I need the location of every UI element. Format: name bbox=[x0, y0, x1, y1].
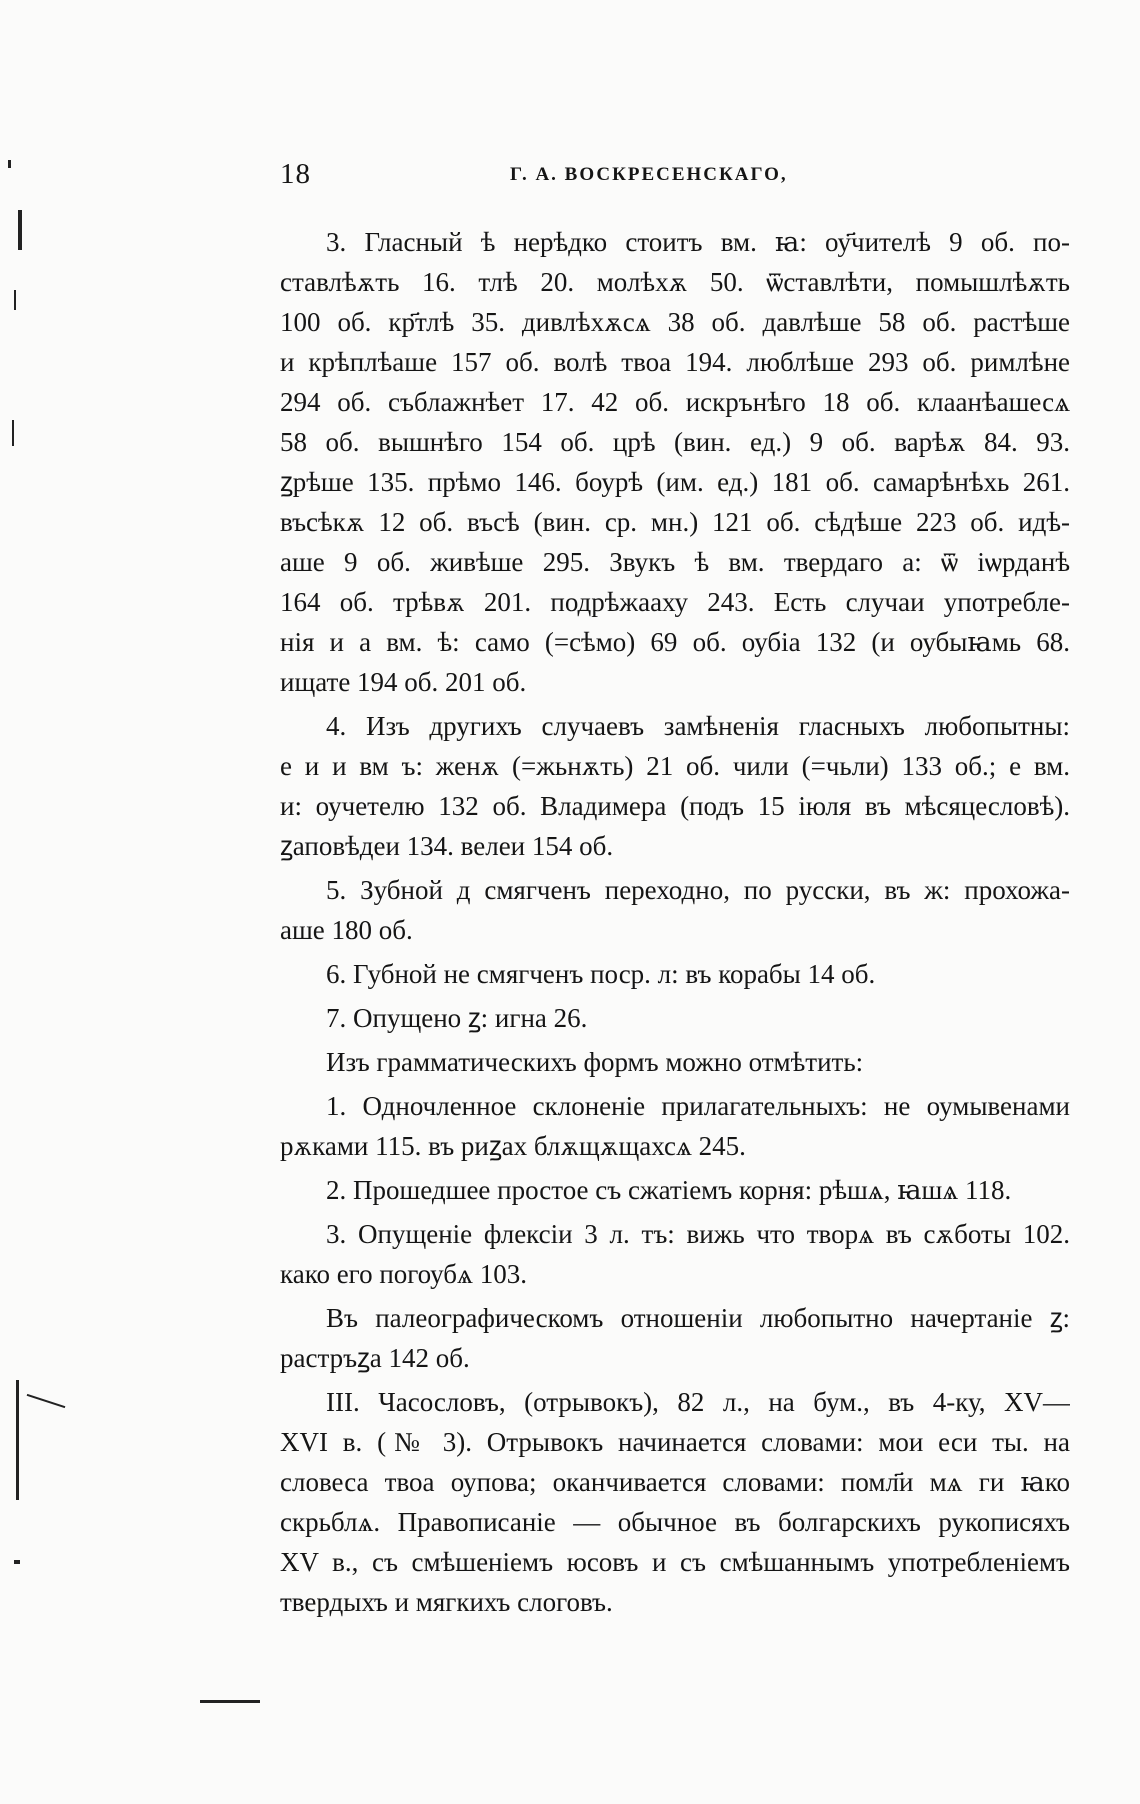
margin-scan-mark bbox=[14, 290, 16, 310]
text-line: 100 об. кр҃тлѣ 35. дивлѣхѫсѧ 38 об. давлѣше 58 об. растѣше bbox=[280, 307, 1070, 337]
text-line: Въ палеографическомъ отношеніи любопытно начертаніе ꙁ: bbox=[326, 1303, 1070, 1333]
paragraph bbox=[280, 1086, 1070, 1166]
running-head: Г. А. ВОСКРЕСЕНСКАГО, bbox=[510, 164, 788, 185]
text-line: скрьблѧ. Правописаніе — обычное въ болгарскихъ рукописяхъ bbox=[280, 1507, 1070, 1537]
text-line: 4. Изъ другихъ случаевъ замѣненія гласныхъ любопытны: bbox=[326, 711, 1070, 741]
margin-scan-mark bbox=[14, 1560, 20, 1564]
text-line: 6. Губной не смягченъ поср. л: въ корабы 14 об. bbox=[326, 959, 876, 989]
text-line: ꙁаповѣдеи 134. велеи 154 об. bbox=[280, 831, 614, 861]
body-text bbox=[280, 222, 1070, 1622]
text-line: аше 180 об. bbox=[280, 915, 413, 945]
text-line: е и и вм ъ: женѫ (=жьнѫть) 21 об. чили (=чьли) 133 об.; е вм. bbox=[280, 751, 1070, 781]
text-line: 1. Одночленное склоненіе прилагательныхъ: не оумывенами bbox=[326, 1091, 1070, 1121]
text-line: 2. Прошедшее простое съ сжатіемъ корня: рѣшѧ, ꙗшѧ 118. bbox=[326, 1175, 1012, 1205]
text-line: растръꙁа 142 об. bbox=[280, 1343, 470, 1373]
text-line: въсѣкѫ 12 об. въсѣ (вин. ср. мн.) 121 об. сѣдѣше 223 об. идѣ- bbox=[280, 507, 1070, 537]
paragraph bbox=[280, 1214, 1070, 1294]
text-line: 294 об. съблажнѣет 17. 42 об. искрънѣго 18 об. клаанѣашесѧ bbox=[280, 387, 1070, 417]
text-line: 58 об. вышнѣго 154 об. црѣ (вин. ед.) 9 об. варѣѫ 84. 93. bbox=[280, 427, 1070, 457]
text-line: ꙁрѣше 135. прѣмо 146. боурѣ (им. ед.) 181 об. самарѣнѣхь 261. bbox=[280, 467, 1070, 497]
text-line: рѫками 115. въ риꙁах блѫщѫщахсѧ 245. bbox=[280, 1131, 746, 1161]
text-line: аше 9 об. живѣше 295. Звукъ ѣ вм. твердаго а: ѿ іѡрданѣ bbox=[280, 547, 1070, 577]
margin-scan-mark bbox=[16, 1380, 19, 1500]
page-header bbox=[280, 158, 1070, 198]
text-line: XV в., съ смѣшеніемъ юсовъ и съ смѣшаннымъ употребленіемъ bbox=[280, 1547, 1070, 1577]
text-line: и крѣплѣаше 157 об. волѣ твоа 194. люблѣше 293 об. римлѣне bbox=[280, 347, 1070, 377]
text-line: словеса твоа оупова; оканчивается словами: помл҃и мѧ ги ꙗко bbox=[280, 1467, 1070, 1497]
paragraph bbox=[280, 1382, 1070, 1622]
margin-scan-mark bbox=[8, 160, 11, 168]
paragraph bbox=[280, 222, 1070, 702]
margin-scan-mark bbox=[12, 420, 14, 446]
margin-scan-mark bbox=[27, 1394, 66, 1408]
text-line: како его погоубѧ 103. bbox=[280, 1259, 527, 1289]
text-line: ставлѣѫть 16. тлѣ 20. молѣхѫ 50. ѿставлѣти, помышлѣѫть bbox=[280, 267, 1070, 297]
paragraph bbox=[280, 1042, 1070, 1082]
margin-scan-mark bbox=[200, 1700, 260, 1703]
text-line: 3. Опущеніе флексіи 3 л. тъ: вижь что творѧ въ сѫботы 102. bbox=[326, 1219, 1070, 1249]
text-line: и: оучетелю 132 об. Владимера (подъ 15 іюля въ мѣсяцесловѣ). bbox=[280, 791, 1070, 821]
paragraph bbox=[280, 706, 1070, 866]
paragraph bbox=[280, 954, 1070, 994]
page-number: 18 bbox=[280, 158, 311, 190]
text-line: нія и а вм. ѣ: само (=сѣмо) 69 об. оубіа 132 (и оубыꙗмь 68. bbox=[280, 627, 1070, 657]
text-line: твердыхъ и мягкихъ слоговъ. bbox=[280, 1587, 613, 1617]
paragraph bbox=[280, 1298, 1070, 1378]
text-line: Изъ грамматическихъ формъ можно отмѣтить: bbox=[326, 1047, 864, 1077]
paragraph bbox=[280, 998, 1070, 1038]
paragraph bbox=[280, 1170, 1070, 1210]
text-line: III. Часословъ, (отрывокъ), 82 л., на бум., въ 4-ку, XV— bbox=[326, 1387, 1070, 1417]
text-line: 3. Гласный ѣ нерѣдко стоитъ вм. ꙗ: оу҃чителѣ 9 об. по- bbox=[326, 227, 1070, 257]
text-line: 7. Опущено ꙁ: игна 26. bbox=[326, 1003, 588, 1033]
margin-scan-mark bbox=[18, 210, 22, 250]
text-line: ищате 194 об. 201 об. bbox=[280, 667, 527, 697]
text-line: 164 об. трѣвѫ 201. подрѣжааху 243. Есть случаи употребле- bbox=[280, 587, 1070, 617]
text-line: XVI в. (№ 3). Отрывокъ начинается словами: мои еси ты. на bbox=[280, 1427, 1070, 1457]
text-line: 5. Зубной д смягченъ переходно, по русски, въ ж: прохожа- bbox=[326, 875, 1070, 905]
paragraph bbox=[280, 870, 1070, 950]
